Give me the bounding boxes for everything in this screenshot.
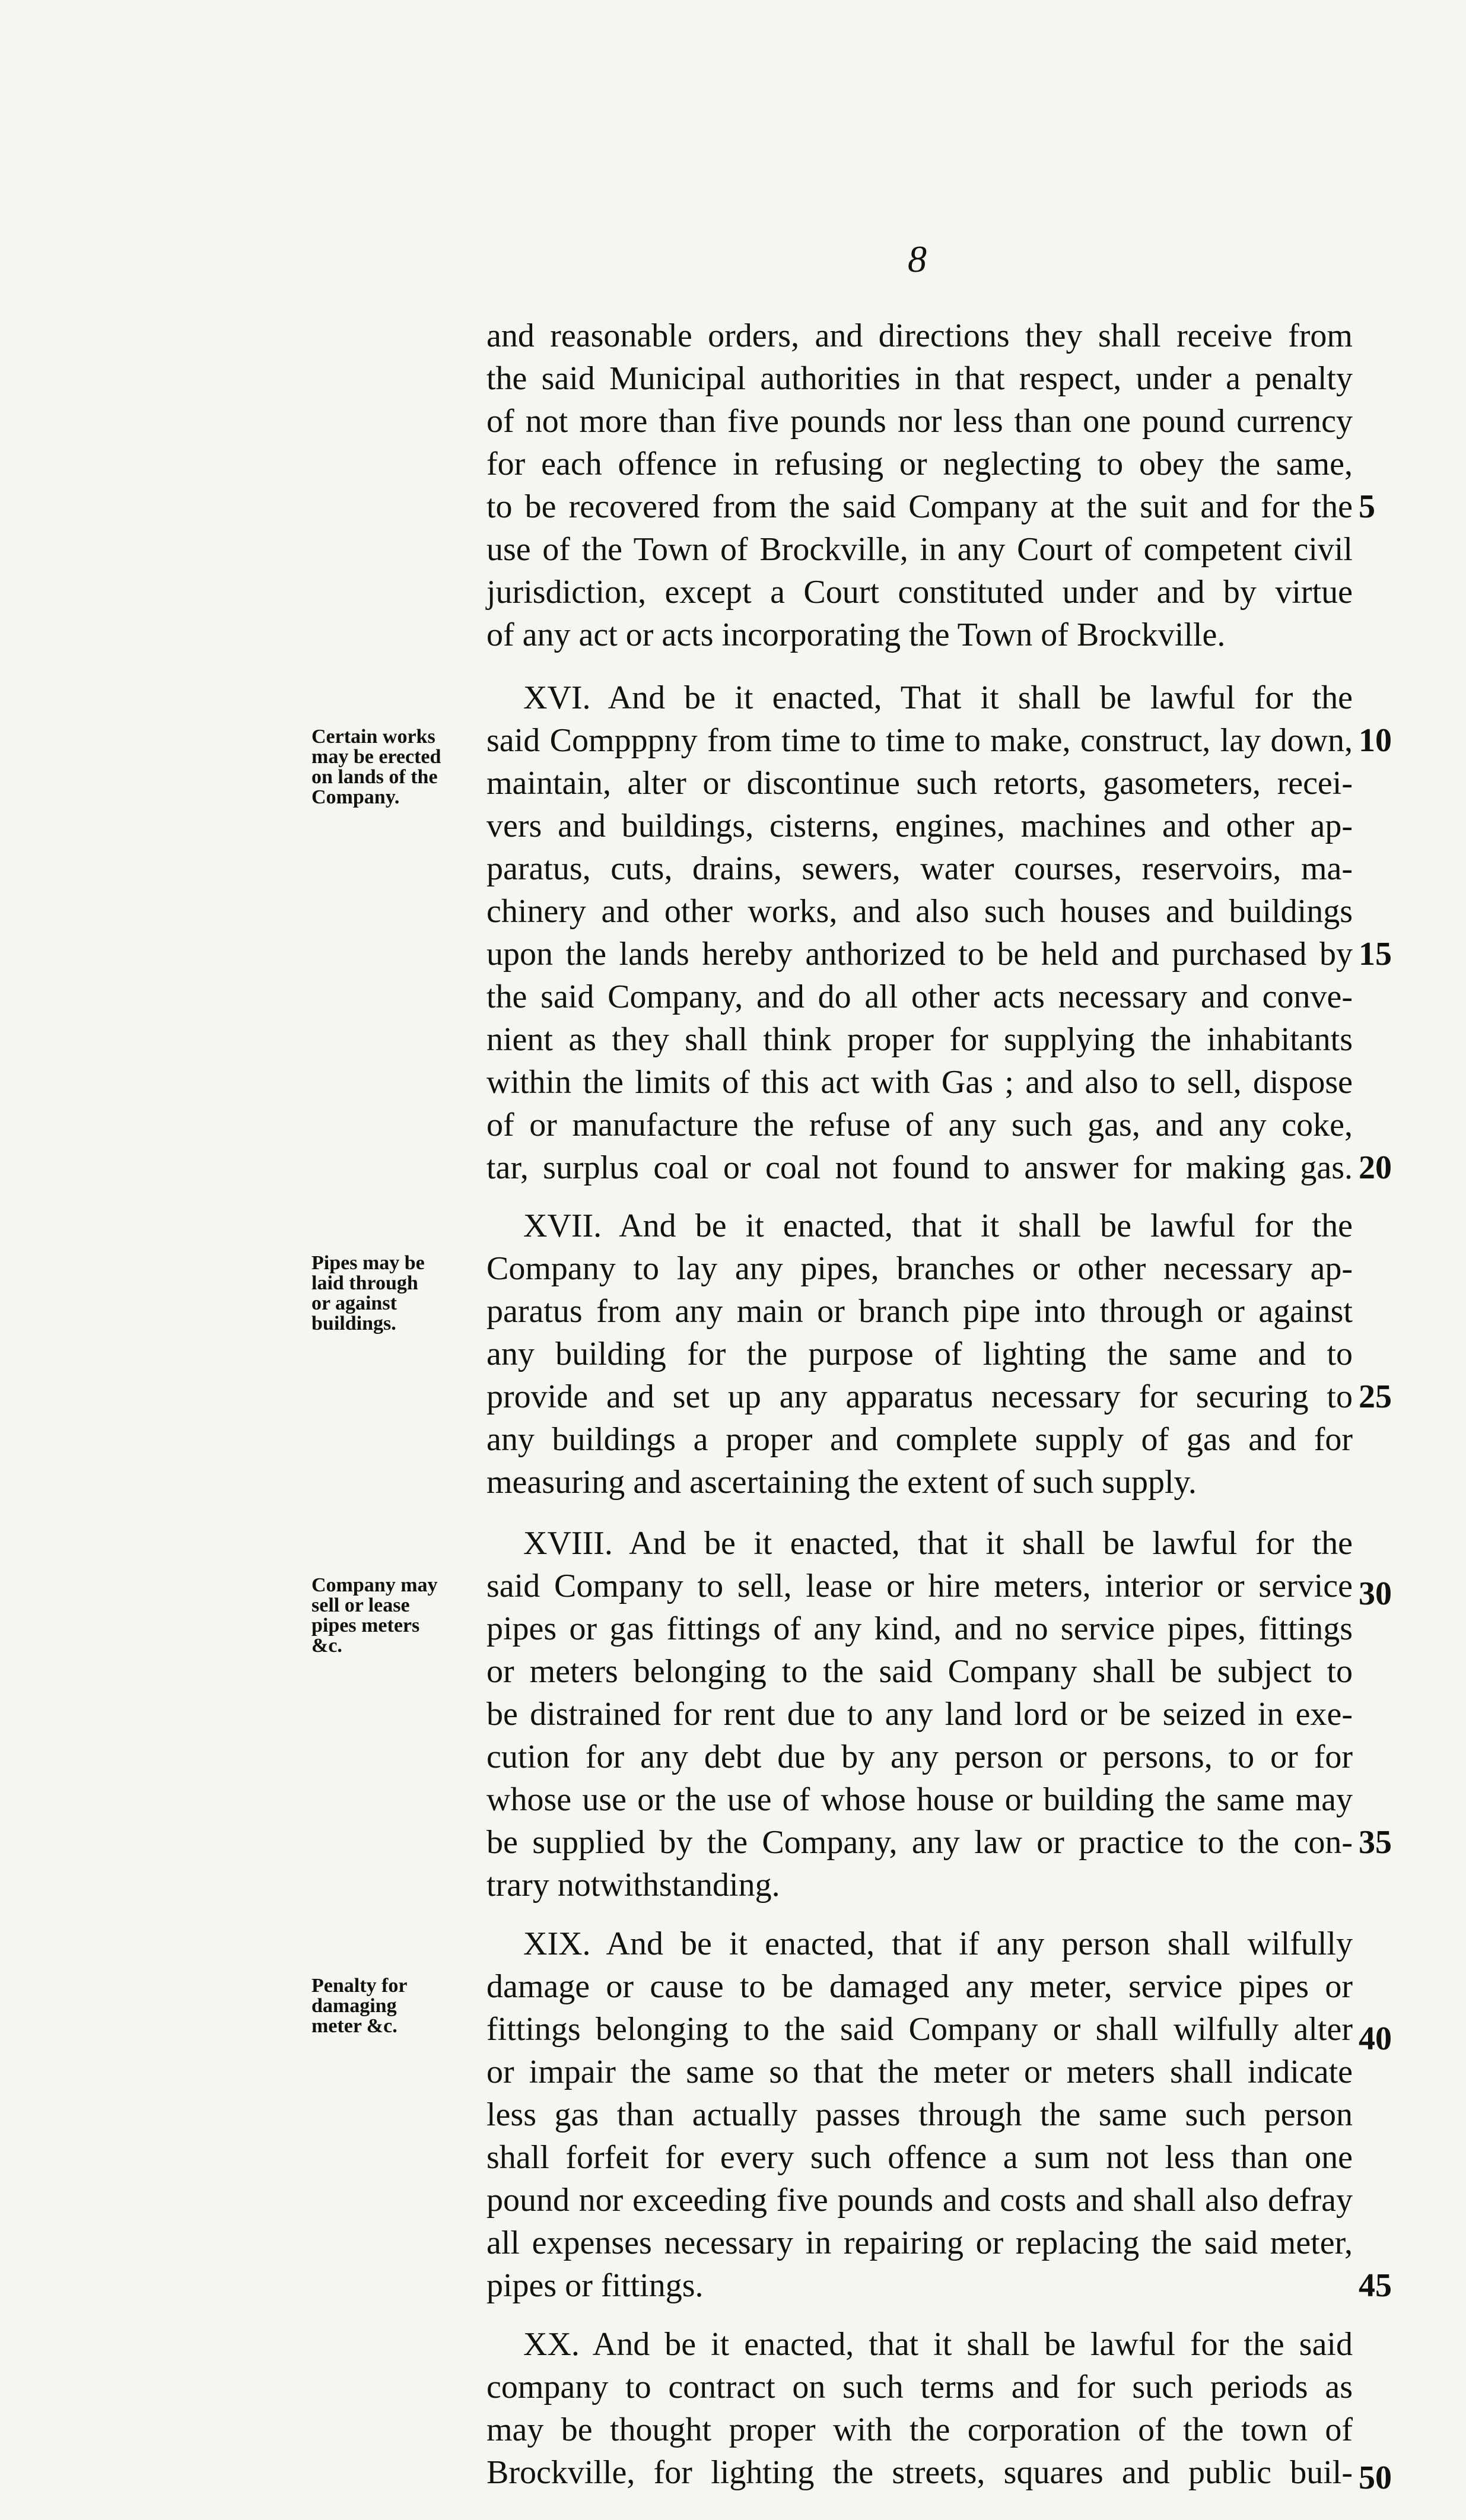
- text-line: for each offence in refusing or neglecting to obey the same,: [486, 446, 1353, 482]
- text-line: fittings belonging to the said Company or shall wilfully alter: [486, 2011, 1353, 2048]
- text-line: Brockville, for lighting the streets, squares and public buil-: [486, 2454, 1353, 2491]
- text-line: all expenses necessary in repairing or replacing the said meter,: [486, 2225, 1353, 2261]
- line-number: 15: [1359, 936, 1392, 973]
- section-heading-line: XIX. And be it enacted, that if any person shall wilfully: [523, 1925, 1353, 1962]
- text-line: whose use or the use of whose house or building the same may: [486, 1781, 1353, 1818]
- text-line: cution for any debt due by any person or persons, to or for: [486, 1739, 1353, 1775]
- text-line: pound nor exceeding five pounds and costs and shall also defray: [486, 2182, 1353, 2219]
- marginal-note: [311, 1575, 484, 1656]
- text-line: paratus from any main or branch pipe into through or against: [486, 1293, 1353, 1330]
- text-line: to be recovered from the said Company at the suit and for the: [486, 488, 1353, 525]
- text-line: or meters belonging to the said Company shall be subject to: [486, 1653, 1353, 1690]
- section-heading-line: XVII. And be it enacted, that it shall be lawful for the: [523, 1207, 1353, 1244]
- text-line: nient as they shall think proper for supplying the inhabitants: [486, 1021, 1353, 1058]
- line-number: 45: [1359, 2267, 1392, 2304]
- text-line: tar, surplus coal or coal not found to answer for making gas.: [486, 1149, 1353, 1186]
- section-heading-line: XX. And be it enacted, that it shall be lawful for the said: [523, 2326, 1353, 2363]
- line-number: 30: [1359, 1575, 1392, 1612]
- text-line: be supplied by the Company, any law or practice to the con-: [486, 1824, 1353, 1861]
- marginal-note-line: may be erected: [311, 746, 441, 768]
- text-line: provide and set up any apparatus necessary for securing to: [486, 1378, 1353, 1415]
- text-line: be distrained for rent due to any land lord or be seized in exe-: [486, 1696, 1353, 1733]
- text-line: use of the Town of Brockville, in any Court of competent civil: [486, 531, 1353, 568]
- text-line: upon the lands hereby anthorized to be held and purchased by: [486, 936, 1353, 973]
- marginal-note-line: Pipes may be: [311, 1252, 425, 1274]
- text-line: Company to lay any pipes, branches or other necessary ap-: [486, 1250, 1353, 1287]
- text-line: and reasonable orders, and directions they shall receive from: [486, 317, 1353, 354]
- line-number: 20: [1359, 1149, 1392, 1186]
- section-heading-line: XVIII. And be it enacted, that it shall be lawful for the: [523, 1525, 1353, 1562]
- line-number: 10: [1359, 722, 1392, 759]
- text-line: within the limits of this act with Gas ; and also to sell, dispose: [486, 1064, 1353, 1101]
- text-line: shall forfeit for every such offence a sum not less than one: [486, 2139, 1353, 2176]
- text-line: vers and buildings, cisterns, engines, machines and other ap-: [486, 808, 1353, 844]
- marginal-note: [311, 727, 484, 808]
- text-line: pipes or gas fittings of any kind, and no service pipes, fittings: [486, 1610, 1353, 1647]
- text-line: of not more than five pounds nor less than one pound currency: [486, 403, 1353, 440]
- marginal-note-line: Certain works: [311, 726, 435, 748]
- text-line: less gas than actually passes through the same such person: [486, 2096, 1353, 2133]
- text-line: trary notwithstanding.: [486, 1867, 780, 1903]
- marginal-note-line: sell or lease: [311, 1594, 410, 1616]
- text-line: the said Municipal authorities in that respect, under a penalty: [486, 360, 1353, 397]
- text-line: said Company to sell, lease or hire meters, interior or service: [486, 1568, 1353, 1604]
- text-line: measuring and ascertaining the extent of such supply.: [486, 1464, 1197, 1501]
- line-number: 35: [1359, 1824, 1392, 1861]
- text-line: jurisdiction, except a Court constituted under and by virtue: [486, 574, 1353, 611]
- line-number: 50: [1359, 2459, 1392, 2496]
- text-line: of or manufacture the refuse of any such gas, and any coke,: [486, 1107, 1353, 1143]
- marginal-note-line: on lands of the: [311, 766, 438, 788]
- marginal-note: [311, 1976, 484, 2036]
- marginal-note-line: pipes meters: [311, 1615, 420, 1636]
- marginal-note-line: or against: [311, 1292, 397, 1314]
- text-line: company to contract on such terms and for such periods as: [486, 2369, 1353, 2405]
- text-line: pipes or fittings.: [486, 2267, 704, 2304]
- page-number: 8: [908, 238, 927, 280]
- marginal-note-line: meter &c.: [311, 2015, 397, 2037]
- text-line: may be thought proper with the corporation of the town of: [486, 2411, 1353, 2448]
- marginal-note-line: buildings.: [311, 1313, 396, 1334]
- text-line: damage or cause to be damaged any meter, service pipes or: [486, 1968, 1353, 2005]
- text-line: the said Company, and do all other acts necessary and conve-: [486, 978, 1353, 1015]
- text-line: any buildings a proper and complete supply of gas and for: [486, 1421, 1353, 1458]
- marginal-note-line: laid through: [311, 1272, 418, 1294]
- line-number: 5: [1359, 488, 1375, 525]
- marginal-note-line: Company may: [311, 1574, 438, 1596]
- line-number: 25: [1359, 1378, 1392, 1415]
- text-line: maintain, alter or discontinue such retorts, gasometers, recei-: [486, 765, 1353, 802]
- marginal-note: [311, 1253, 484, 1334]
- section-heading-line: XVI. And be it enacted, That it shall be lawful for the: [523, 679, 1353, 716]
- marginal-note-line: Company.: [311, 786, 400, 808]
- text-line: chinery and other works, and also such houses and buildings: [486, 893, 1353, 930]
- text-line: of any act or acts incorporating the Town of Brockville.: [486, 617, 1226, 653]
- text-line: said Compppny from time to time to make, construct, lay down,: [486, 722, 1353, 759]
- marginal-note-line: damaging: [311, 1995, 397, 2017]
- text-line: or impair the same so that the meter or meters shall indicate: [486, 2054, 1353, 2090]
- marginal-note-line: &c.: [311, 1635, 342, 1657]
- text-line: paratus, cuts, drains, sewers, water courses, reservoirs, ma-: [486, 850, 1353, 887]
- marginal-note-line: Penalty for: [311, 1975, 408, 1997]
- line-number: 40: [1359, 2020, 1392, 2057]
- text-line: any building for the purpose of lighting the same and to: [486, 1336, 1353, 1372]
